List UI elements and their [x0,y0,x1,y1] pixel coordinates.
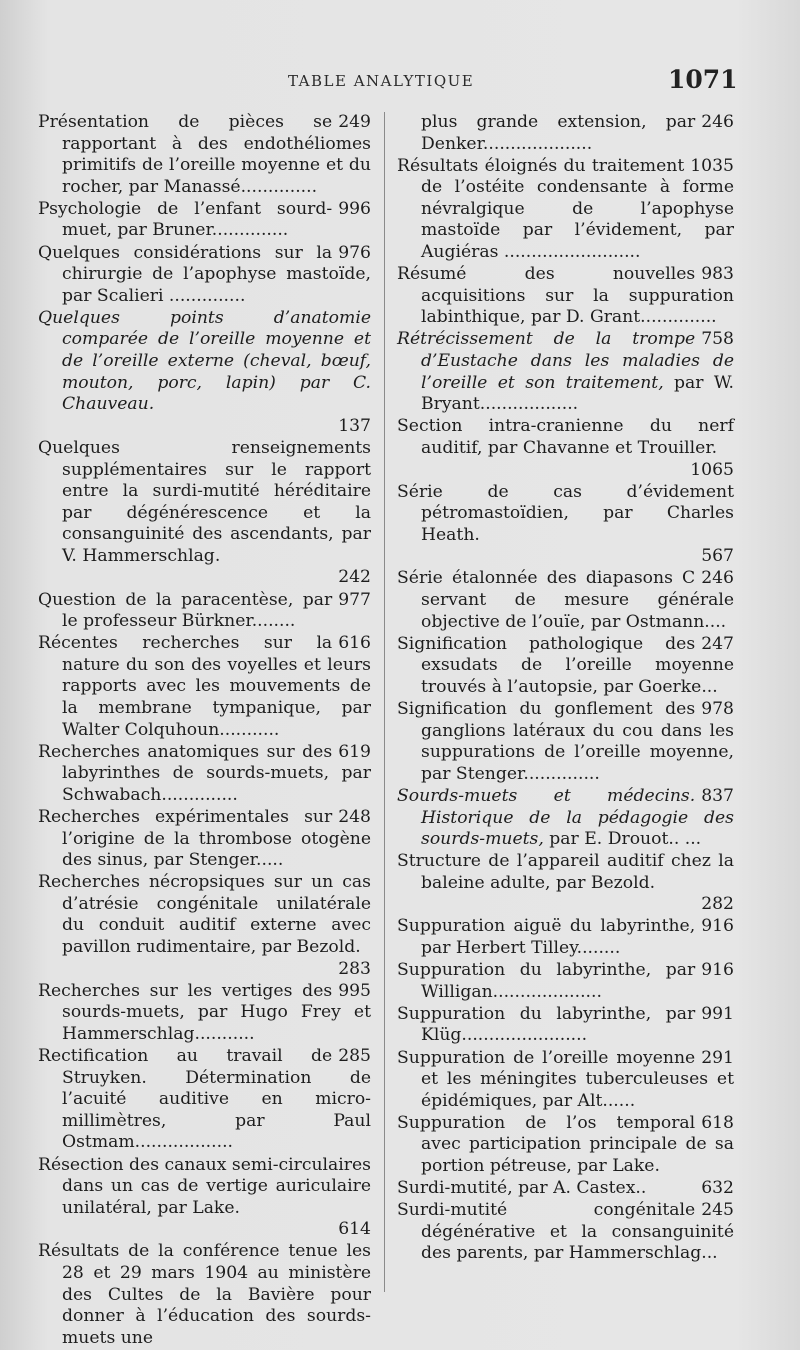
entry-text: Psychologie de l’enfant sourd-muet, par Bruner.............. [38,198,333,241]
index-entry [397,699,734,785]
index-entry [38,872,371,980]
entry-page-ref: 619 [338,741,371,762]
index-entry [397,482,734,568]
entry-text: Quelques points d’anatomie comparée de l’oreille moyenne et de l’oreille externe (cheval, bœuf, mouton, porc, lapin) par C. Chauveau. [38,307,371,415]
entry-text: Recherches anatomiques sur des labyrinthes de sourds-muets, par Schwabach.............. [38,741,371,805]
index-entry [397,1178,734,1200]
entry-text: Structure de l’appareil auditif chez la baleine adulte, par Bezold. [397,851,734,893]
entry-page-ref: 978 [701,699,734,720]
index-entry [397,329,734,415]
column-divider [384,112,385,1292]
entry-page-ref: 916 [701,960,734,981]
entry-page-ref: 246 [701,112,734,132]
left-index-column [38,112,371,1350]
entry-text: Quelques renseignements supplémentaires sur le rapport entre la surdi-mutité héréditaire par dégénérescence et la consanguinité des ascendants, par V. Hammerschlag. [38,437,371,566]
entry-text: Résultats éloignés du traitement de l’ostéite condensante à forme névralgique de l’apophyse mastoïde par l’évidement, par Augiéras ......................... [397,155,734,263]
running-header [0,65,800,98]
index-entry [397,1113,734,1178]
entry-page-ref: 285 [338,1046,371,1067]
entry-page-ref: 995 [338,980,371,1001]
entry-page-ref: 991 [701,1003,734,1024]
entry-text: Série étalonnée des diapasons C servant de mesure générale objective de l’ouïe, par Ostmann.... [397,568,734,632]
entry-page-ref: 983 [701,264,734,285]
entry-text: Présentation de pièces se rapportant à des endothéliomes primitifs de l’oreille moyenne et du rocher, par Manassé.............. [38,112,371,197]
entry-text: Recherches expérimentales sur l’origine de la thrombose otogène des sinus, par Stenger..... [38,807,371,871]
index-entry [397,916,734,959]
entry-text: Rétrécissement de la trompe d’Eustache dans les maladies de l’oreille et son traitement, par W. Bryant.................. [397,329,735,415]
entry-page-ref: 245 [701,1200,734,1221]
entry-text: Suppuration de l’oreille moyenne et les méningites tuberculeuses et épidémiques, par Alt...... [397,1047,734,1111]
entry-page-ref: 837 [701,785,734,806]
entry-page-ref: 246 [701,568,734,589]
index-entry [397,156,734,264]
entry-page-ref: 291 [701,1047,734,1068]
index-entry [38,1155,371,1241]
entry-page-ref: 758 [701,329,734,350]
entry-text: Série de cas d’évidement pétromastoïdien, par Charles Heath. [397,481,734,545]
index-entry [38,590,371,633]
entry-page-ref: 249 [338,112,371,132]
entry-text: Quelques considérations sur la chirurgie de l’apophyse mastoïde, par Scalieri .............. [38,242,371,306]
entry-page-ref: 977 [338,589,371,610]
entry-page-ref: 996 [338,198,371,219]
entry-page-ref: 283 [338,958,371,979]
index-entry [38,742,371,807]
index-entry [38,112,371,198]
entry-page-ref: 632 [701,1178,734,1199]
entry-page-ref: 916 [701,916,734,937]
entry-text: plus grande extension, par Denker.................... [421,112,696,154]
entry-text: Résection des canaux semi-circulaires dans un cas de vertige auriculaire unilatéral, par Lake. [38,1154,371,1218]
entry-text: Récentes recherches sur la nature du son des voyelles et leurs rapports avec les mouvements de la membrane tympanique, par Walter Colquhoun........... [38,633,371,740]
entry-page-ref: 1035 [690,155,734,176]
index-entry [38,633,371,741]
entry-page-ref: 618 [701,1112,734,1133]
index-entry [397,634,734,699]
entry-page-ref: 282 [701,894,734,915]
entry-page-ref: 247 [701,633,734,654]
index-entry [397,416,734,481]
right-index-column [397,112,734,1265]
entry-text: Résultats de la conférence tenue les 28 et 29 mars 1904 au ministère des Cultes de la Bavière pour donner à l’éducation des sourds-muets une [38,1241,371,1348]
index-entry [38,1046,371,1154]
index-entry [397,786,734,851]
running-title: TABLE ANALYTIQUE [288,72,475,90]
entry-page-ref: 614 [338,1219,371,1240]
entry-text: Rectification au travail de Struyken. Détermination de l’acuité auditive en micro-millimètres, par Paul Ostmam.................. [38,1046,371,1153]
entry-text: Signification du gonflement des ganglions latéraux du cou dans les suppurations de l’oreille moyenne, par Stenger.............. [397,699,734,784]
entry-text: Sourds-muets et médecins. Historique de la pédagogie des sourds-muets, par E. Drouot.. ... [397,785,734,850]
index-entry [38,243,371,308]
index-entry [397,960,734,1003]
index-entry [397,1004,734,1047]
index-entry [397,1048,734,1113]
entry-page-ref: 248 [338,807,371,827]
index-entry [38,1241,371,1349]
entry-text: Suppuration du labyrinthe, par Klüg....................... [397,1003,696,1046]
entry-text: Suppuration aiguë du labyrinthe, par Herbert Tilley........ [397,916,696,959]
entry-text: Surdi-mutité congénitale dégénérative et la consanguinité des parents, par Hammerschlag... [397,1200,734,1264]
index-entry [38,807,371,872]
entry-text: Recherches sur les vertiges des sourds-muets, par Hugo Frey et Hammerschlag........... [38,980,371,1044]
index-entry [38,308,371,438]
entry-text: Question de la paracentèse, par le professeur Bürkner........ [38,589,333,632]
index-entry [397,851,734,916]
entry-text: Surdi-mutité, par A. Castex.. [397,1178,647,1199]
entry-page-ref: 137 [338,415,371,436]
entry-page-ref: 616 [338,633,371,654]
entry-page-ref: 567 [701,546,734,567]
index-entry [397,264,734,329]
entry-text: Suppuration de l’os temporal avec participation principale de sa portion pétreuse, par Lake. [397,1112,734,1176]
index-entry [38,438,371,589]
entry-page-ref: 242 [338,567,371,588]
entry-page-ref: 1065 [690,459,734,480]
entry-page-ref: 976 [338,242,371,263]
entry-text: Recherches nécropsiques sur un cas d’atrésie congénitale unilatérale du conduit auditif externe avec pavillon rudimentaire, par Bezold. [38,872,371,958]
entry-text: Résumé des nouvelles acquisitions sur la suppuration labinthique, par D. Grant.............. [397,264,734,328]
index-entry [38,199,371,242]
index-entry [397,112,734,155]
entry-text: Signification pathologique des exsudats de l’oreille moyenne trouvés à l’autopsie, par Goerke... [397,633,734,697]
entry-text: Section intra-cranienne du nerf auditif, par Chavanne et Trouiller. [397,416,734,458]
index-entry [38,981,371,1046]
page-number: 1071 [668,65,738,94]
index-entry [397,1200,734,1265]
entry-text: Suppuration du labyrinthe, par Willigan.................... [397,960,696,1002]
index-entry [397,568,734,633]
